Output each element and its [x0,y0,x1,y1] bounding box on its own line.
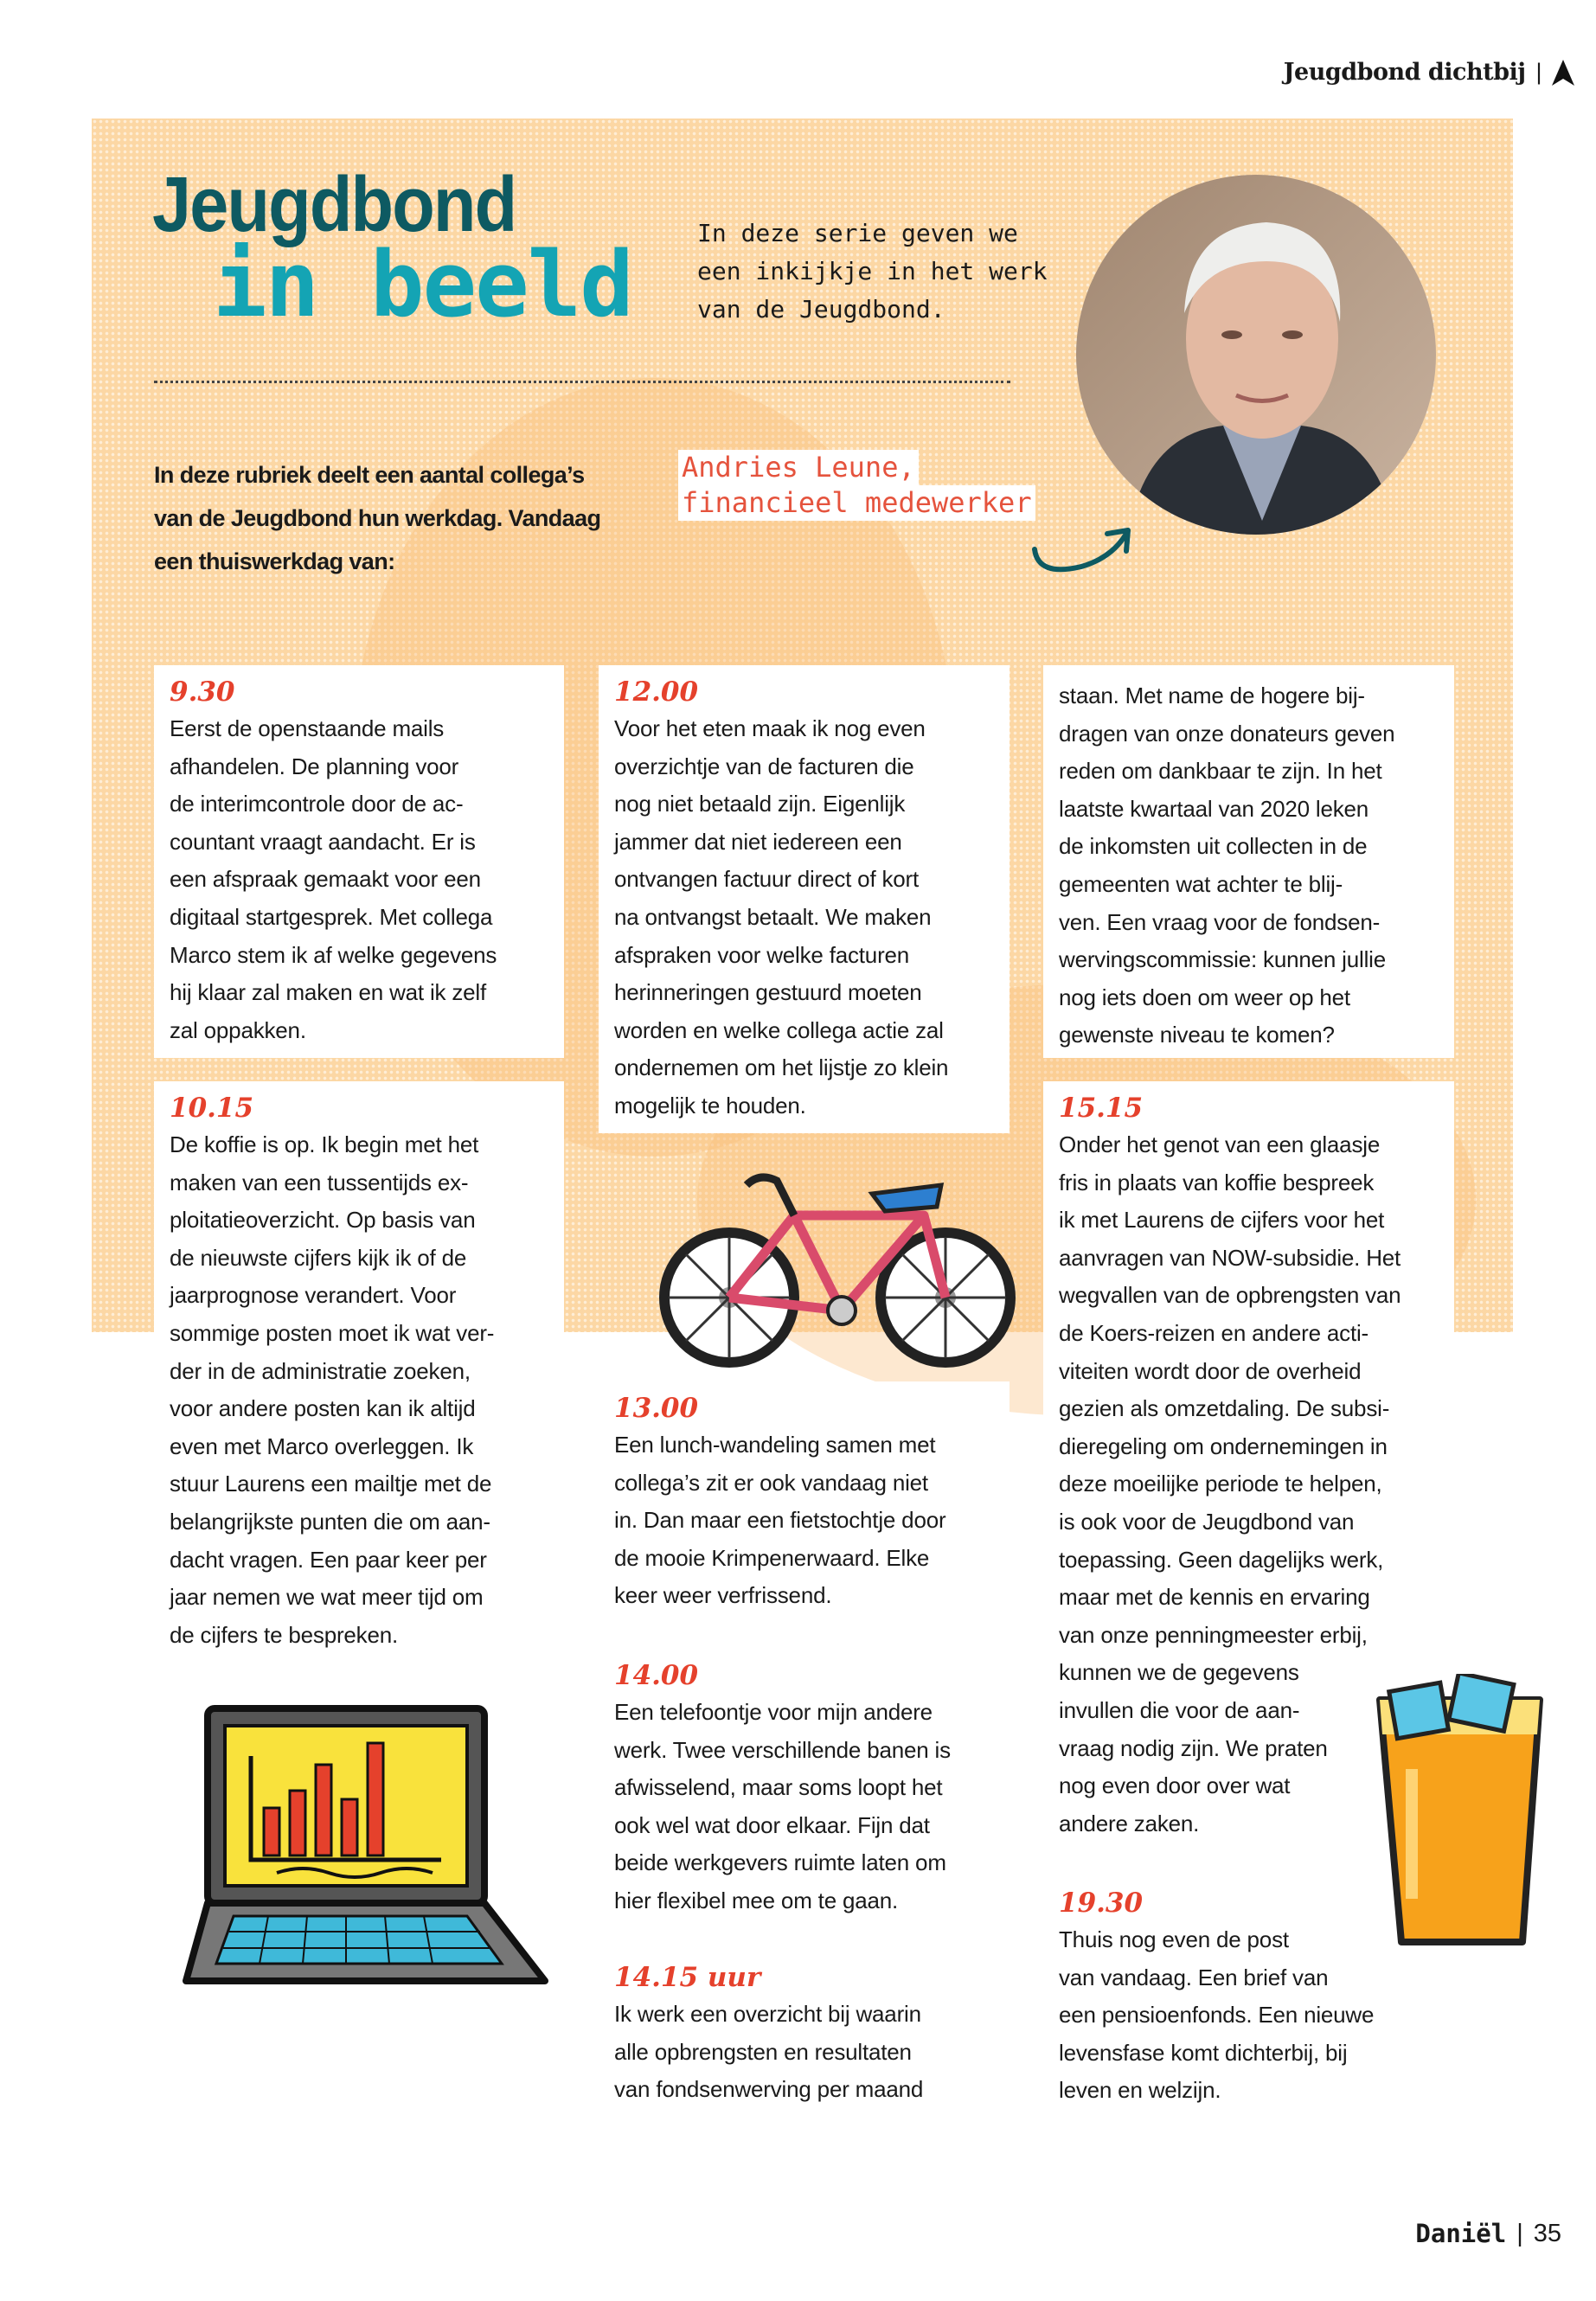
entry-text-line: Een lunch-wandeling samen met [614,1432,936,1458]
series-intro [697,215,1048,329]
entry-text-line: Ik werk een overzicht bij waarin [614,2001,921,2027]
entry-text-line: reden om dankbaar te zijn. In het [1059,758,1382,785]
entry-text-line: de inkomsten uit collecten in de [1059,833,1368,860]
section-label: Jeugdbond dichtbij [1283,59,1526,86]
entry-text-line: belangrijkste punten die om aan- [170,1508,490,1535]
entry-time: 14.00 [614,1660,699,1691]
entry-text-line: in. Dan maar een fietstochtje door [614,1507,946,1534]
entry-text-line: invullen die voor de aan- [1059,1696,1300,1723]
page-footer [1415,2219,1561,2248]
entry-text-line: Marco stem ik af welke gegevens [170,941,497,968]
entry-text-line: wervingscommissie: kunnen jullie [1059,946,1386,973]
intro-line: een inkijkje in het werk [697,257,1048,285]
entry-time: 10.15 [170,1093,254,1124]
person-name: Andries Leune, [678,450,919,485]
entry-text-line: mogelijk te houden. [614,1092,806,1118]
entry-text-line: afhandelen. De planning voor [170,753,459,779]
lead-line: van de Jeugdbond hun werkdag. Vandaag [154,505,601,531]
separator: | [1535,59,1542,85]
entry-text-line: alle opbrengsten en resultaten [614,2038,912,2065]
entry-text-line: deze moeilijke periode te helpen, [1059,1471,1382,1497]
entry-text-line: Eerst de openstaande mails [170,715,445,741]
portrait-photo [1076,175,1436,535]
person-role: financieel medewerker [678,485,1035,521]
entry-text-line: Voor het eten maak ik nog even [614,715,926,741]
laptop-chart-illustration [182,1704,554,2007]
entry-text-line: gezien als omzetdaling. De subsi- [1059,1395,1390,1422]
entry-text-line: ploitatieoverzicht. Op basis van [170,1207,476,1234]
entry-text-line: viteiten wordt door de overheid [1059,1357,1362,1384]
entry-1415 [599,1951,1010,2116]
entry-text-line: ontvangen factuur direct of kort [614,866,920,893]
entry-text-line: countant vraagt aandacht. Er is [170,828,476,855]
entry-text-line: Thuis nog even de post [1059,1926,1289,1952]
title-line-1: Jeugdbond [152,162,516,248]
entry-text-line: dragen van onze donateurs geven [1059,720,1395,747]
entry-time: 14.15 uur [614,1962,761,1993]
entry-text-line: hier flexibel mee om te gaan. [614,1887,899,1913]
entry-text-line: kunnen we de gegevens [1059,1659,1299,1686]
entry-text-line: levensfase komt dichterbij, bij [1059,2039,1348,2066]
entry-text-line: wegvallen van de opbrengsten van [1059,1282,1401,1309]
entry-time: 12.00 [614,676,699,708]
bicycle-illustration [656,1163,1028,1384]
running-header [1284,59,1574,86]
entry-text-line: jammer dat niet iedereen een [614,828,902,855]
entry-text-line: laatste kwartaal van 2020 leken [1059,795,1369,822]
intro-line: van de Jeugdbond. [697,295,945,324]
arrow-icon [1029,523,1138,580]
entry-text-line: dacht vragen. Een paar keer per [170,1546,487,1573]
entry-text-line: fris in plaats van koffie bespreek [1059,1169,1375,1195]
entry-1400 [599,1649,1010,1928]
entry-text-line: dieregeling om ondernemingen in [1059,1433,1388,1459]
entry-text-line: stuur Laurens een mailtje met de [170,1471,492,1497]
entry-text-line: jaarprognose verandert. Voor [170,1282,457,1309]
entry-text-line: is ook voor de Jeugdbond van [1059,1508,1355,1535]
entry-text-line: nog niet betaald zijn. Eigenlijk [614,791,906,817]
entry-text-line: zal oppakken. [170,1016,306,1043]
entry-text-line: de Koers-reizen en andere acti- [1059,1319,1369,1346]
entry-text-line: de mooie Krimpenerwaard. Elke [614,1544,930,1571]
entry-text-line: sommige posten moet ik wat ver- [170,1319,495,1346]
entry-text-line: Onder het genot van een glaasje [1059,1131,1381,1157]
entry-text-line: toepassing. Geen dagelijks werk, [1059,1546,1384,1573]
entry-text-line: ik met Laurens de cijfers voor het [1059,1207,1385,1234]
entry-1200 [599,665,1010,1133]
entry-text-line: collega’s zit er ook vandaag niet [614,1469,928,1496]
page-number: 35 [1533,2219,1561,2247]
lead-line: In deze rubriek deelt een aantal collega’s [154,462,585,488]
entry-text-line: andere zaken. [1059,1810,1200,1836]
entry-time: 15.15 [1059,1093,1144,1124]
entry-text-line: hij klaar zal maken en wat ik zelf [170,979,487,1006]
entry-text-line: ondernemen om het lijstje zo klein [614,1054,949,1081]
logo-a-icon [1552,60,1574,86]
entry-text-line: ven. Een vraag voor de fondsen- [1059,908,1381,935]
entry-text-line: herinneringen gestuurd moeten [614,979,922,1006]
entry-text-line: van onze penningmeester erbij, [1059,1621,1368,1648]
entry-text-line: de nieuwste cijfers kijk ik of de [170,1244,467,1271]
dotted-divider [154,381,1010,383]
entry-0930 [154,665,564,1058]
entry-text-line: voor andere posten kan ik altijd [170,1395,476,1422]
entry-text-line: overzichtje van de facturen die [614,753,914,779]
lead-line: een thuiswerkdag van: [154,548,395,574]
entry-text-line: worden en welke collega actie zal [614,1016,944,1043]
entry-text-line: afwisselend, maar soms loopt het [614,1774,943,1801]
entry-text-line: maken van een tussentijds ex- [170,1169,469,1195]
entry-1015 [154,1081,564,1663]
entry-text-line: werk. Twee verschillende banen is [614,1736,951,1763]
entry-text-line: van fondsenwerving per maand [614,2076,924,2103]
entry-time: 9.30 [170,676,235,708]
entry-text-line: een pensioenfonds. Een nieuwe [1059,2002,1375,2029]
entry-1415-continued [1043,665,1454,1058]
entry-text-line: de interimcontrole door de ac- [170,791,464,817]
separator: | [1516,2219,1523,2247]
entry-text-line: digitaal startgesprek. Met collega [170,903,493,930]
entry-text-line: gemeenten wat achter te blij- [1059,870,1343,897]
entry-text-line: aanvragen van NOW-subsidie. Het [1059,1244,1401,1271]
entry-text-line: Een telefoontje voor mijn andere [614,1699,933,1725]
entry-time: 13.00 [614,1393,699,1424]
entry-text-line: vraag nodig zijn. We praten [1059,1734,1328,1761]
entry-text-line: nog even door over wat [1059,1772,1291,1799]
entry-text-line: der in de administratie zoeken, [170,1357,471,1384]
magazine-name: Daniël [1415,2219,1507,2248]
entry-text-line: leven en welzijn. [1059,2077,1221,2104]
person-caption [678,450,1035,521]
entry-text-line: een afspraak gemaakt voor een [170,866,481,893]
entry-text-line: keer weer verfrissend. [614,1582,832,1609]
entry-text-line: gewenste niveau te komen? [1059,1022,1335,1048]
entry-text-line: ook wel wat door elkaar. Fijn dat [614,1811,930,1838]
intro-line: In deze serie geven we [697,219,1018,247]
entry-text-line: even met Marco overleggen. Ik [170,1433,474,1459]
lead-text [154,453,600,583]
entry-text-line: de cijfers te bespreken. [170,1621,399,1648]
entry-text-line: jaar nemen we wat meer tijd om [170,1584,484,1611]
entry-text-line: na ontvangst betaalt. We maken [614,903,932,930]
title-line-2: in beeld [213,232,632,337]
entry-1300 [599,1381,1010,1625]
entry-text-line: beide werkgevers ruimte laten om [614,1849,946,1876]
entry-text-line: De koffie is op. Ik begin met het [170,1131,479,1157]
entry-text-line: staan. Met name de hogere bij- [1059,683,1365,708]
juice-glass-illustration [1371,1674,1548,1955]
entry-text-line: nog iets doen om weer op het [1059,984,1350,1010]
entry-text-line: afspraken voor welke facturen [614,941,910,968]
entry-text-line: van vandaag. Een brief van [1059,1964,1329,1990]
entry-time: 19.30 [1059,1888,1144,1919]
entry-text-line: maar met de kennis en ervaring [1059,1584,1370,1611]
